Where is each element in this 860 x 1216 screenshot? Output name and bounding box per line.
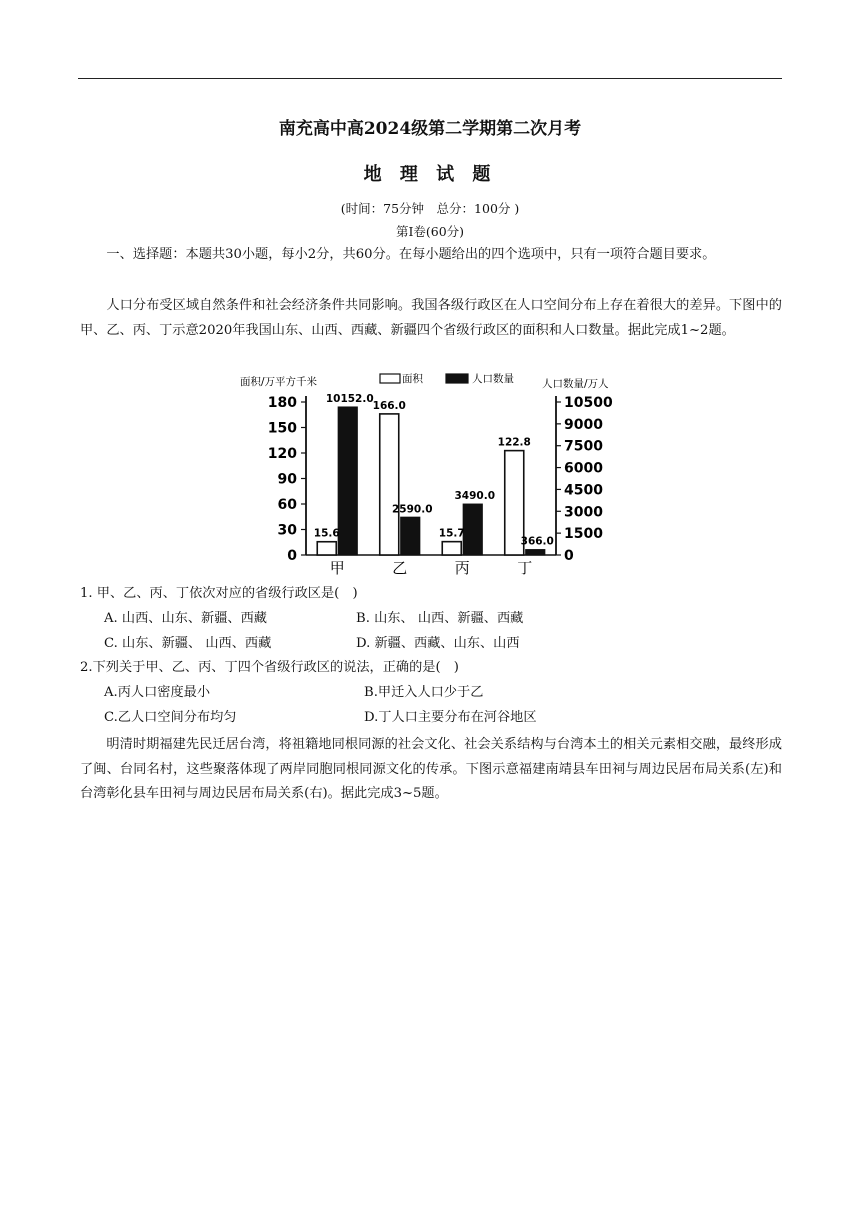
population-value-label: 3490.0 [454, 490, 496, 503]
material-2: 明清时期福建先民迁居台湾，将祖籍地同根同源的社会文化、社会关系结构与台湾本土的相关元素相交融，最终形成了闽、台同名村，这些聚落体现了两岸同胞同根同源文化的传承。下图示意福建南靖县车田祠与周边民居布局关系(左)和台湾彰化县车田祠与周边民居布局关系(右)。据此完成3~5题。 [80, 737, 782, 801]
right-tick-label: 1500 [564, 526, 603, 543]
legend-area-label: 面积 [402, 373, 423, 385]
header-rule [78, 78, 782, 79]
question-2-option-a[interactable]: A.丙人口密度最小 [104, 685, 211, 700]
category-label: 乙 [392, 559, 408, 577]
right-tick-label: 4500 [564, 482, 603, 499]
area-population-chart [238, 366, 628, 578]
question-2-option-d[interactable]: D.丁人口主要分布在河谷地区 [364, 710, 537, 725]
question-2-option-b[interactable]: B.甲迁入人口少于乙 [364, 685, 484, 700]
right-axis-label: 人口数量/万人 [542, 378, 609, 390]
left-tick-label: 60 [277, 497, 297, 513]
material-1: 人口分布受区域自然条件和社会经济条件共同影响。我国各级行政区在人口空间分布上存在着很大的差异。下图中的甲、乙、丙、丁示意2020年我国山东、山西、西藏、新疆四个省级行政区的面积和人口数量。据此完成1~2题。 [80, 298, 782, 338]
area-bar [380, 414, 399, 555]
population-value-label: 366.0 [520, 535, 554, 548]
legend-population-label: 人口数量 [472, 373, 514, 385]
time-score-line: (时间：75分钟 总分：100分 ) [340, 201, 520, 216]
right-tick-label: 9000 [564, 416, 603, 433]
population-value-label: 2590.0 [391, 503, 433, 516]
subject-title: 地 理 试 题 [363, 164, 497, 185]
population-bar [526, 550, 545, 555]
question-1-option-b[interactable]: B. 山东、 山西、新疆、西藏 [356, 611, 524, 626]
right-tick-label: 10500 [564, 395, 613, 411]
question-1-stem: 1. 甲、乙、丙、丁依次对应的省级行政区是( ) [80, 586, 358, 601]
question-1-option-c[interactable]: C. 山东、新疆、 山西、西藏 [104, 636, 272, 651]
volume-label: 第Ⅰ卷(60分) [395, 224, 465, 239]
left-tick-label: 120 [267, 446, 297, 462]
population-value-label: 10152.0 [325, 393, 374, 406]
legend-population-swatch [446, 374, 468, 383]
legend-area-swatch [380, 374, 400, 383]
area-value-label: 166.0 [372, 399, 406, 412]
question-2-option-c[interactable]: C.乙人口空间分布均匀 [104, 710, 237, 725]
area-bar [442, 542, 461, 555]
area-value-label: 15.7 [438, 527, 465, 540]
category-label: 甲 [329, 559, 345, 577]
left-tick-label: 30 [277, 522, 297, 539]
left-tick-label: 90 [277, 471, 297, 488]
category-label: 丁 [517, 559, 533, 577]
question-2-stem: 2.下列关于甲、乙、丙、丁四个省级行政区的说法，正确的是( ) [80, 660, 459, 675]
left-axis-label: 面积/万平方千米 [240, 376, 318, 388]
question-1-option-d[interactable]: D. 新疆、西藏、山东、山西 [356, 636, 520, 651]
section-instructions: 一、选择题：本题共30小题，每小2分，共60分。在每小题给出的四个选项中，只有一项符合题目要求。 [106, 247, 716, 262]
left-tick-label: 0 [287, 548, 297, 564]
left-tick-label: 180 [267, 395, 297, 411]
school-title: 南充高中高2024级第二学期第二次月考 [278, 119, 582, 139]
right-tick-label: 6000 [564, 460, 603, 477]
population-bar [338, 407, 357, 555]
area-value-label: 122.8 [497, 436, 531, 449]
right-tick-label: 3000 [564, 504, 603, 521]
population-bar [463, 504, 482, 555]
left-tick-label: 150 [267, 420, 297, 437]
right-tick-label: 7500 [564, 438, 603, 455]
population-bar [401, 517, 420, 555]
area-bar [317, 542, 336, 555]
right-tick-label: 0 [564, 548, 574, 564]
category-label: 丙 [454, 559, 470, 577]
question-1-option-a[interactable]: A. 山西、山东、新疆、西藏 [104, 611, 267, 626]
area-value-label: 15.6 [313, 527, 340, 540]
